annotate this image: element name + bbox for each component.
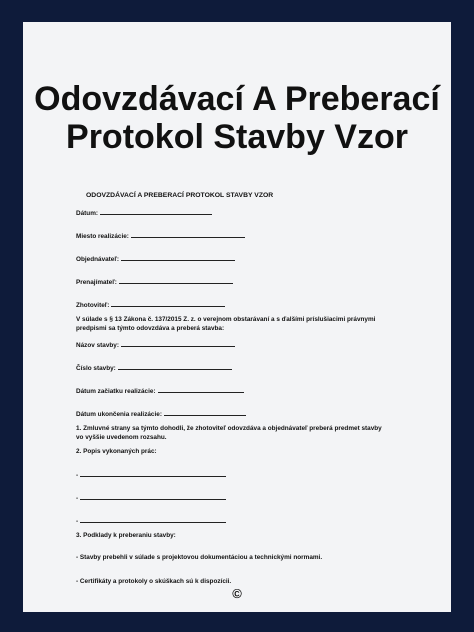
document-heading: ODOVZDÁVACÍ A PREBERACÍ PROTOKOL STAVBY VZOR	[86, 192, 274, 199]
prenajimatel-label: Prenajímateľ:	[76, 279, 117, 286]
work-line-3	[76, 516, 226, 525]
nazov-blank-line	[121, 340, 235, 347]
ukoncenie-blank-line	[164, 409, 246, 416]
zhotovitel-label: Zhotoviteľ:	[76, 302, 110, 309]
prenajimatel-field	[76, 277, 233, 286]
section-1: 1. Zmluvné strany sa týmto dohodli, že zhotoviteľ odovzdáva a objednávateľ preberá predmet stavby vo vyššie uvedenom rozsahu.	[76, 425, 382, 441]
zhotovitel-blank-line	[111, 300, 225, 307]
intro-paragraph: V súlade s § 13 Zákona č. 137/2015 Z. z. o verejnom obstarávaní a s ďalšími príslušiacimi právnymi predpismi sa týmto odovzdáva a preberá stavba:	[76, 316, 376, 332]
copyright-icon: ©	[232, 586, 242, 601]
bullet-dash: -	[76, 472, 79, 479]
page-title: Odovzdávací A Preberací Protokol Stavby Vzor	[34, 80, 440, 156]
bullet-dash: -	[76, 495, 79, 502]
work-line-2	[76, 493, 226, 502]
document-item-1: - Stavby prebehli v súlade s projektovou dokumentáciou a technickými normami.	[76, 554, 323, 561]
document-item-2: - Certifikáty a protokoly o skúškach sú k dispozícii.	[76, 578, 232, 585]
zaciatok-field	[76, 386, 244, 395]
work-blank-line	[80, 516, 226, 523]
ukoncenie-label: Dátum ukončenia realizácie:	[76, 411, 162, 418]
cislo-label: Číslo stavby:	[76, 365, 116, 372]
miesto-blank-line	[131, 231, 245, 238]
nazov-field	[76, 340, 235, 349]
objednavatel-field	[76, 254, 235, 263]
cislo-field	[76, 363, 232, 372]
zaciatok-label: Dátum začiatku realizácie:	[76, 388, 156, 395]
miesto-field	[76, 231, 245, 240]
section-2-heading: 2. Popis vykonaných prác:	[76, 448, 157, 455]
datum-field	[76, 208, 212, 217]
bullet-dash: -	[76, 518, 79, 525]
ukoncenie-field	[76, 409, 246, 418]
zhotovitel-field	[76, 300, 225, 309]
cislo-blank-line	[118, 363, 232, 370]
document-page	[23, 22, 451, 612]
work-blank-line	[80, 470, 226, 477]
prenajimatel-blank-line	[119, 277, 233, 284]
miesto-label: Miesto realizácie:	[76, 233, 129, 240]
objednavatel-blank-line	[121, 254, 235, 261]
work-blank-line	[80, 493, 226, 500]
section-3-heading: 3. Podklady k preberaniu stavby:	[76, 532, 176, 539]
zaciatok-blank-line	[158, 386, 244, 393]
nazov-label: Názov stavby:	[76, 342, 119, 349]
objednavatel-label: Objednávateľ:	[76, 256, 119, 263]
datum-blank-line	[100, 208, 212, 215]
work-line-1	[76, 470, 226, 479]
datum-label: Dátum:	[76, 210, 99, 217]
